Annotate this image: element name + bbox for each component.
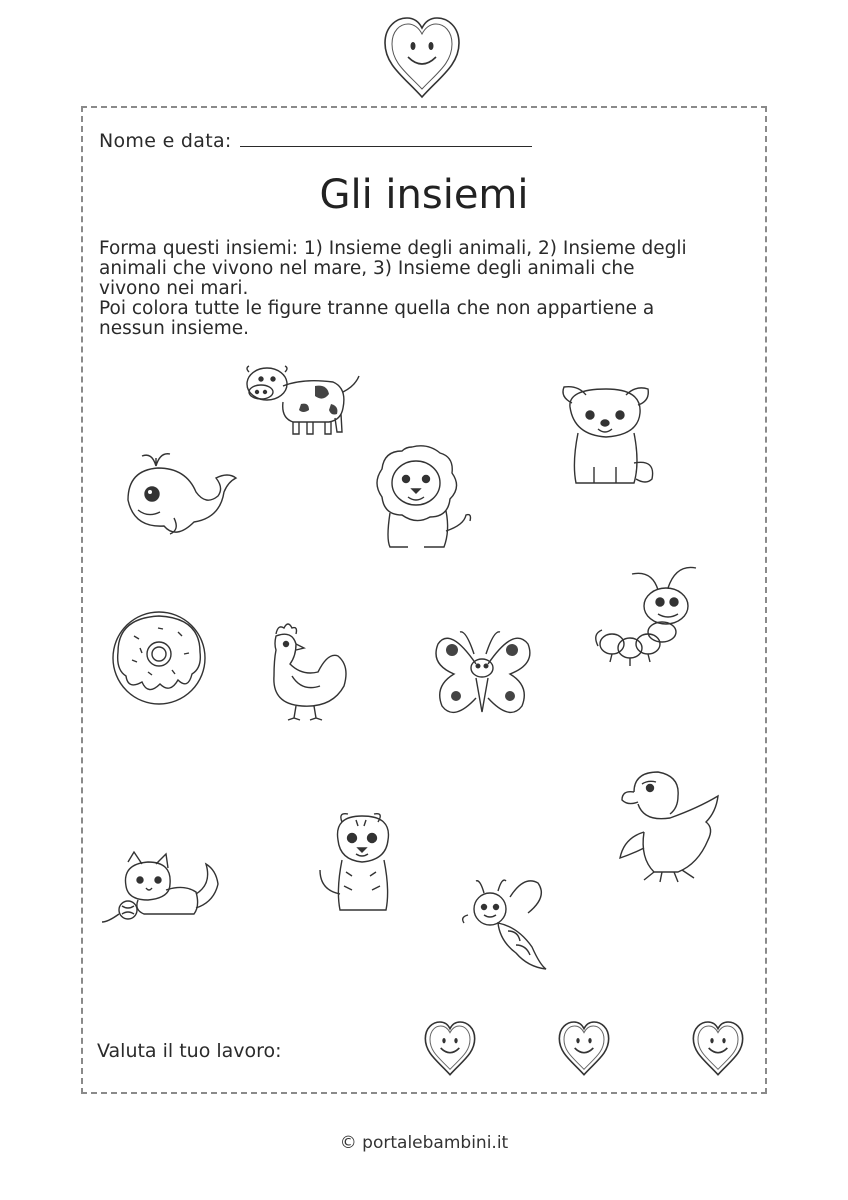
donut-picture[interactable] [108,608,210,708]
whale-picture[interactable] [124,448,239,542]
name-date-label: Nome e data: [99,130,232,152]
bee-picture[interactable] [458,875,550,973]
instruction-line: nessun insieme. [99,318,250,339]
rating-heart-icon[interactable] [423,1020,477,1076]
instruction-line: Forma questi insiemi: 1) Insieme degli animali, 2) Insieme degli [99,238,687,259]
name-date-blank-line[interactable] [240,128,532,147]
instruction-line: vivono nei mari. [99,278,249,299]
caterpillar-picture[interactable] [592,560,704,678]
instruction-line: Poi colora tutte le figure tranne quella che non appartiene a [99,298,655,319]
cow-picture[interactable] [243,362,363,440]
lion-picture[interactable] [368,443,478,551]
top-heart-smiley-icon [382,15,462,99]
dog-picture[interactable] [558,383,658,493]
copyright-footer: © portalebambini.it [339,1133,509,1153]
rating-heart-icon[interactable] [691,1020,745,1076]
cat-picture[interactable] [100,850,224,930]
hen-picture[interactable] [262,620,354,726]
butterfly-picture[interactable] [430,624,536,722]
tiger-picture[interactable] [316,810,408,918]
eagle-picture[interactable] [614,768,726,890]
instruction-line: animali che vivono nel mare, 3) Insieme degli animali che [99,258,635,279]
evaluation-label: Valuta il tuo lavoro: [97,1040,282,1062]
page-title: Gli insiemi [319,172,529,218]
instructions [99,239,759,339]
name-date-field[interactable] [99,128,532,152]
rating-heart-icon[interactable] [557,1020,611,1076]
